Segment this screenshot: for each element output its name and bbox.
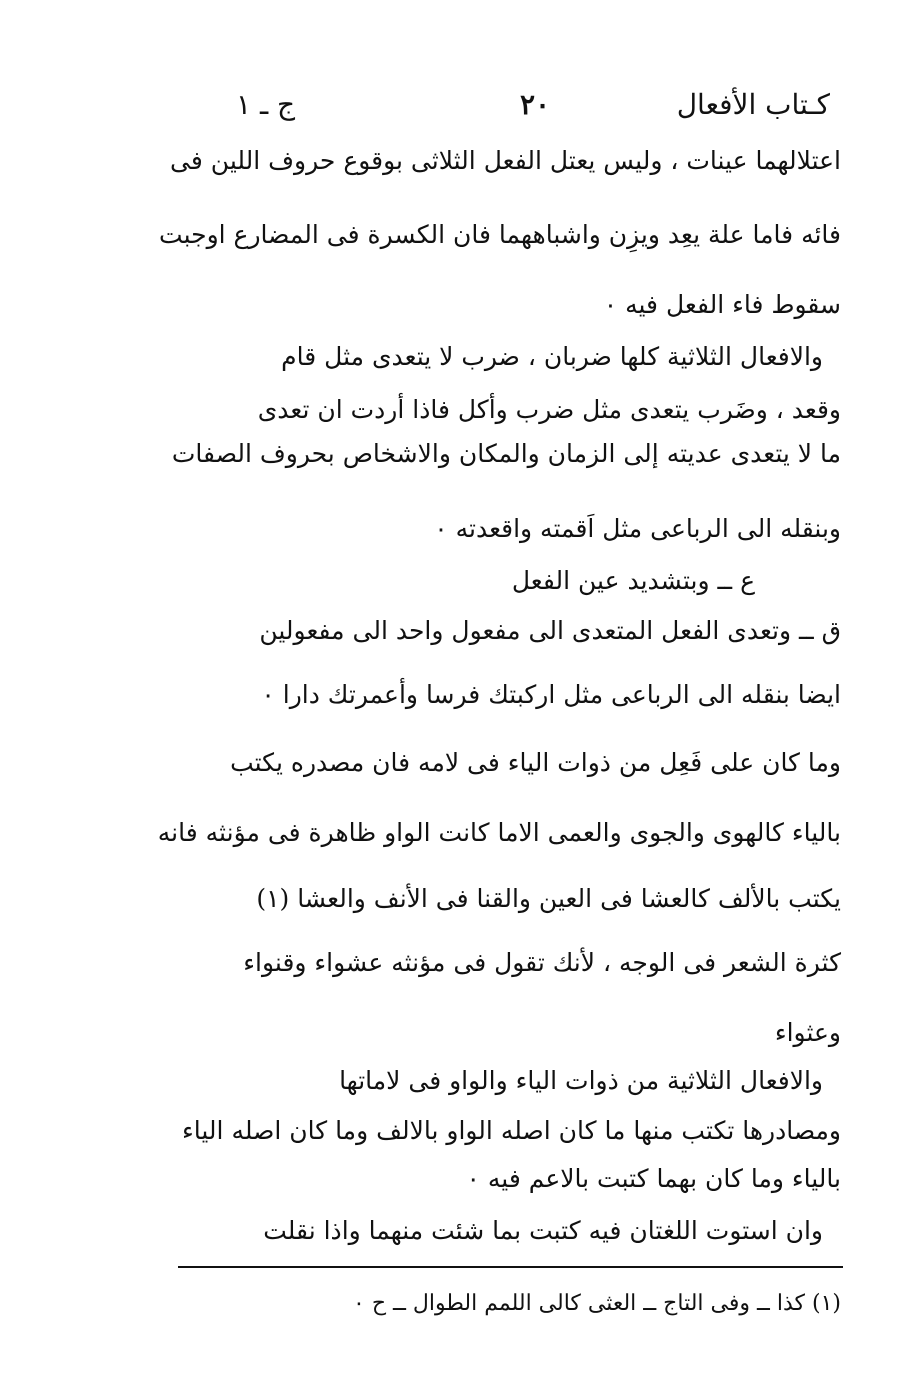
text-line: بالياء كالهوى والجوى والعمى الاما كانت الواو ظاهرة فى مؤنثه فانه <box>157 818 841 847</box>
text-line: كثرة الشعر فى الوجه ، لأنك تقول فى مؤنثه عشواء وقنواء <box>243 948 841 977</box>
text-line: اعتلالهما عينات ، وليس يعتل الفعل الثلاثى بوقوع حروف اللين فى <box>170 146 841 175</box>
text-line: وقعد ، وضَرب يتعدى مثل ضرب وأكل فاذا أردت ان تعدى <box>257 395 841 424</box>
text-line: ع ــ وبتشديد عين الفعل <box>511 566 755 595</box>
text-line: سقوط فاء الفعل فيه ٠ <box>603 290 841 319</box>
text-line: ق ــ وتعدى الفعل المتعدى الى مفعول واحد الى مفعولين <box>259 616 841 645</box>
text-line: وعثواء <box>774 1018 841 1047</box>
book-title: كـتاب الأفعال <box>676 88 830 121</box>
text-line: ايضا بنقله الى الرباعى مثل اركبتك فرسا وأعمرتك دارا ٠ <box>261 680 841 709</box>
footnote: (١) كذا ــ وفى التاج ــ العثى كالى اللمم الطوال ــ ح ٠ <box>353 1291 841 1316</box>
text-line: وما كان على فَعِل من ذوات الياء فى لامه فان مصدره يكتب <box>230 748 841 777</box>
text-line: ومصادرها تكتب منها ما كان اصله الواو بالالف وما كان اصله الياء <box>182 1116 841 1145</box>
text-line: ما لا يتعدى عديته إلى الزمان والمكان والاشخاص بحروف الصفات <box>171 439 841 468</box>
text-line: والافعال الثلاثية من ذوات الياء والواو فى لاماتها <box>339 1066 823 1095</box>
text-line: فائه فاما علة يعِد ويزِن واشباههما فان الكسرة فى المضارع اوجبت <box>159 220 841 249</box>
text-line: والافعال الثلاثية كلها ضربان ، ضرب لا يتعدى مثل قام <box>281 342 823 371</box>
text-line: وبنقله الى الرباعى مثل اَقمته واقعدته ٠ <box>434 514 841 543</box>
page-number: ٢٠ <box>520 88 551 121</box>
text-line: وان استوت اللغتان فيه كتبت بما شئت منهما واذا نقلت <box>263 1216 823 1245</box>
footnote-rule <box>178 1266 843 1268</box>
volume-number: ج ـ ١ <box>236 88 296 121</box>
text-line: بالياء وما كان بهما كتبت بالاعم فيه ٠ <box>466 1164 841 1193</box>
text-line: يكتب بالألف كالعشا فى العين والقنا فى الأنف والعشا (١) <box>256 884 841 913</box>
